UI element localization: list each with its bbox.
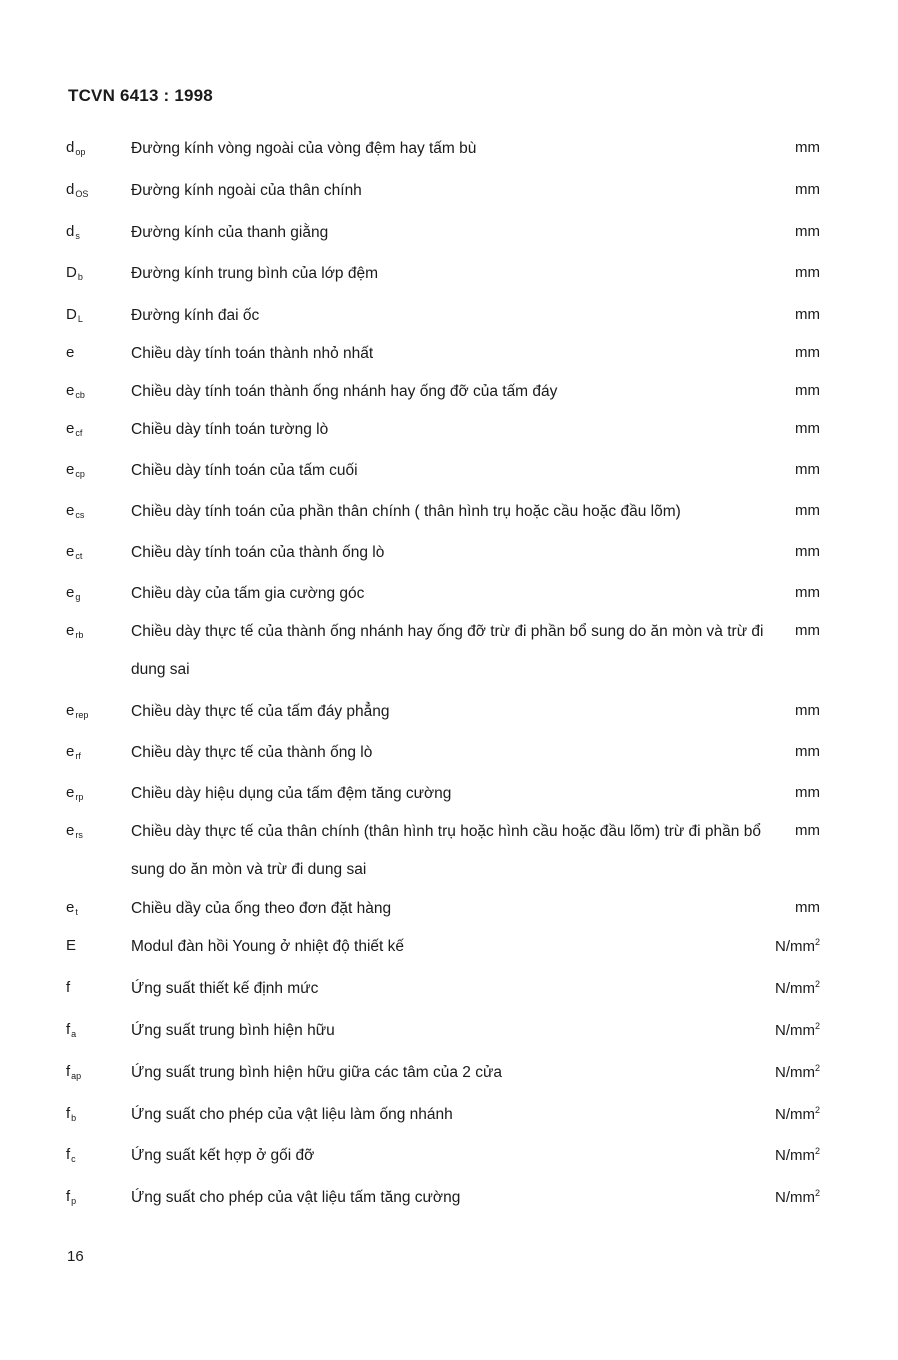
symbol <box>66 420 82 438</box>
unit-base: mm <box>795 461 820 478</box>
symbol <box>66 1188 76 1206</box>
symbol-subscript: OS <box>75 189 89 199</box>
symbol-subscript: cs <box>75 510 85 520</box>
symbol <box>66 937 76 954</box>
symbol-description: Chiều dày tính toán thành nhỏ nhất <box>131 345 374 362</box>
unit-superscript: 2 <box>814 1105 820 1115</box>
unit-base: mm <box>795 899 820 916</box>
symbol-subscript: ct <box>75 551 83 561</box>
symbol-row <box>0 935 898 959</box>
symbol-description: Đường kính của thanh giằng <box>131 224 329 241</box>
symbol-description: Chiều dày hiệu dụng của tấm đệm tăng cường <box>131 785 452 802</box>
symbol-subscript: cp <box>75 469 85 479</box>
symbol-base: e <box>66 543 75 560</box>
symbol-row <box>0 418 898 442</box>
symbol <box>66 822 83 840</box>
symbol-row <box>0 380 898 404</box>
symbol-subscript: rp <box>75 792 84 802</box>
symbol-unit <box>795 306 820 323</box>
symbol-row <box>0 262 898 286</box>
unit-base: mm <box>795 502 820 519</box>
unit-superscript: 2 <box>814 1063 820 1073</box>
symbol-description: Chiều dày thực tế của thân chính (thân hình trụ hoặc hình cầu hoặc đầu lõm) trừ đi phần bổ sung do ăn mòn và trừ đi dung sai <box>131 823 761 878</box>
unit-superscript: 2 <box>814 1146 820 1156</box>
symbol <box>66 1021 76 1039</box>
symbol-unit <box>775 979 820 997</box>
symbol-base: E <box>66 937 77 954</box>
symbol <box>66 584 80 602</box>
symbol <box>66 1146 76 1164</box>
unit-base: mm <box>795 306 820 323</box>
symbol <box>66 502 84 520</box>
symbol-unit <box>795 344 820 361</box>
symbol-base: e <box>66 702 75 719</box>
symbol-base: f <box>66 1188 71 1205</box>
symbol-row <box>0 500 898 524</box>
symbol-description: Chiều dày thực tế của tấm đáy phẳng <box>131 703 390 720</box>
symbol-base: e <box>66 344 75 361</box>
symbol <box>66 264 83 282</box>
symbol-subscript: a <box>71 1029 77 1039</box>
symbol-subscript: g <box>75 592 81 602</box>
symbol <box>66 784 83 802</box>
symbol-row <box>0 897 898 921</box>
symbol <box>66 181 88 199</box>
symbol <box>66 899 78 917</box>
page-number: 16 <box>67 1248 84 1265</box>
unit-superscript: 2 <box>814 979 820 989</box>
symbol-unit <box>795 543 820 560</box>
symbol-row <box>0 221 898 245</box>
symbol-row <box>0 977 898 1001</box>
symbol-base: d <box>66 181 75 198</box>
unit-base: N/mm <box>774 1106 815 1123</box>
symbol <box>66 461 85 479</box>
symbol <box>66 306 83 324</box>
symbol-subscript: t <box>75 907 78 917</box>
symbol-description: Chiều dày thực tế của thành ống lò <box>131 744 373 761</box>
symbol-description: Chiều dày tính toán của phần thân chính ( thân hình trụ hoặc cầu hoặc đầu lõm) <box>131 503 681 520</box>
symbol-row <box>0 1019 898 1043</box>
symbol-unit <box>795 181 820 198</box>
symbol-unit <box>795 264 820 281</box>
symbol-description: Chiều dầy của ống theo đơn đặt hàng <box>131 900 392 917</box>
symbol-row <box>0 342 898 366</box>
symbol-description: Đường kính đai ốc <box>131 307 260 324</box>
symbol-subscript: rb <box>75 630 84 640</box>
unit-superscript: 2 <box>814 937 820 947</box>
symbol <box>66 223 80 241</box>
symbol-subscript: op <box>75 147 86 157</box>
unit-base: mm <box>795 181 820 198</box>
symbol-base: e <box>66 784 75 801</box>
unit-base: mm <box>795 622 820 639</box>
unit-base: mm <box>795 784 820 801</box>
symbol-subscript: rep <box>75 710 89 720</box>
symbol-description: Đường kính vòng ngoài của vòng đệm hay tấm bù <box>131 140 477 157</box>
unit-base: mm <box>795 543 820 560</box>
unit-base: mm <box>795 702 820 719</box>
symbol-row <box>0 1144 898 1168</box>
symbol-row <box>0 1103 898 1127</box>
symbol-unit <box>795 702 820 719</box>
symbol-row <box>0 782 898 806</box>
symbol-row <box>0 1061 898 1085</box>
symbol <box>66 1063 81 1081</box>
document-header: TCVN 6413 : 1998 <box>68 86 213 105</box>
symbol-base: e <box>66 584 75 601</box>
symbol-description: Chiều dày thực tế của thành ống nhánh hay ống đỡ trừ đi phần bổ sung do ăn mòn và trừ đi dung sai <box>131 623 764 678</box>
symbol-base: e <box>66 822 75 839</box>
symbol-base: f <box>66 1105 71 1122</box>
symbol-subscript: p <box>71 1196 77 1206</box>
symbol-subscript: ap <box>71 1071 82 1081</box>
symbol <box>66 702 88 720</box>
symbol <box>66 543 82 561</box>
symbol-unit <box>795 502 820 519</box>
symbol-base: f <box>66 979 71 996</box>
symbol-unit <box>775 1188 820 1206</box>
unit-base: N/mm <box>774 1189 815 1206</box>
symbol-base: e <box>66 622 75 639</box>
symbol-unit <box>795 223 820 240</box>
symbol-subscript: cf <box>75 428 83 438</box>
symbol-base: d <box>66 223 75 240</box>
symbol-subscript: c <box>71 1154 76 1164</box>
symbol-description: Chiều dày tính toán thành ống nhánh hay ống đỡ của tấm đáy <box>131 383 558 400</box>
symbol-base: f <box>66 1146 71 1163</box>
symbol-unit <box>795 139 820 156</box>
symbol-description: Ứng suất cho phép của vật liệu tấm tăng cường <box>131 1189 461 1206</box>
symbol-unit <box>775 1063 820 1081</box>
unit-base: mm <box>795 382 820 399</box>
unit-base: N/mm <box>774 1022 815 1039</box>
symbol <box>66 1105 76 1123</box>
symbol-row <box>0 541 898 565</box>
symbol-subscript: L <box>77 314 83 324</box>
symbol-row <box>0 137 898 161</box>
symbol <box>66 979 70 996</box>
symbol-description: Ứng suất thiết kế định mức <box>131 980 319 997</box>
symbol-row <box>0 582 898 606</box>
unit-base: mm <box>795 344 820 361</box>
symbol-base: e <box>66 461 75 478</box>
symbol-base: D <box>66 264 77 281</box>
symbol-row <box>0 820 898 878</box>
unit-superscript: 2 <box>814 1021 820 1031</box>
unit-base: mm <box>795 223 820 240</box>
symbol-description: Modul đàn hồi Young ở nhiệt độ thiết kế <box>131 938 405 955</box>
symbol-unit <box>795 899 820 916</box>
symbol-row <box>0 700 898 724</box>
symbol-description: Đường kính trung bình của lớp đệm <box>131 265 378 282</box>
symbol <box>66 743 81 761</box>
symbol-base: e <box>66 382 75 399</box>
symbol-description: Chiều dày của tấm gia cường góc <box>131 585 365 602</box>
unit-base: N/mm <box>774 980 815 997</box>
unit-base: mm <box>795 743 820 760</box>
symbol-unit <box>795 461 820 478</box>
symbol-description: Chiều dày tính toán của thành ống lò <box>131 544 385 561</box>
symbol-subscript: rf <box>75 751 81 761</box>
symbol-base: e <box>66 899 75 916</box>
symbol-base: D <box>66 306 77 323</box>
symbol-base: e <box>66 420 75 437</box>
symbol-subscript: b <box>71 1113 77 1123</box>
symbol-unit <box>775 937 820 955</box>
unit-base: N/mm <box>774 1064 815 1081</box>
symbol-description: Chiều dày tính toán tường lò <box>131 421 329 438</box>
symbol-unit <box>775 1021 820 1039</box>
symbol-base: e <box>66 502 75 519</box>
symbol-base: f <box>66 1021 71 1038</box>
symbol-subscript: s <box>75 231 80 241</box>
unit-base: mm <box>795 822 820 839</box>
symbol-description: Ứng suất kết hợp ở gối đỡ <box>131 1147 315 1164</box>
symbol-description: Ứng suất trung bình hiện hữu <box>131 1022 335 1039</box>
symbol-description: Chiều dày tính toán của tấm cuối <box>131 462 358 479</box>
symbol-subscript: cb <box>75 390 85 400</box>
symbol-base: f <box>66 1063 71 1080</box>
symbol-unit <box>795 822 820 839</box>
symbol <box>66 622 83 640</box>
symbol-row <box>0 741 898 765</box>
symbol-description: Đường kính ngoài của thân chính <box>131 182 362 199</box>
symbol-unit <box>775 1105 820 1123</box>
symbol-row <box>0 1186 898 1210</box>
unit-base: mm <box>795 584 820 601</box>
symbol <box>66 139 85 157</box>
unit-base: mm <box>795 139 820 156</box>
symbol-unit <box>795 622 820 639</box>
symbol-subscript: b <box>77 272 83 282</box>
symbol-unit <box>795 784 820 801</box>
unit-base: mm <box>795 264 820 281</box>
symbol-row <box>0 179 898 203</box>
symbol-base: e <box>66 743 75 760</box>
symbol-subscript: rs <box>75 830 83 840</box>
symbol-unit <box>795 743 820 760</box>
symbol-row <box>0 620 898 678</box>
symbol-description: Ứng suất cho phép của vật liệu làm ống nhánh <box>131 1106 453 1123</box>
unit-superscript: 2 <box>814 1188 820 1198</box>
symbol-row <box>0 459 898 483</box>
symbol-unit <box>795 584 820 601</box>
symbol <box>66 344 74 361</box>
symbol-unit <box>795 420 820 437</box>
symbol-base: d <box>66 139 75 156</box>
unit-base: N/mm <box>774 1147 815 1164</box>
unit-base: mm <box>795 420 820 437</box>
symbol-row <box>0 304 898 328</box>
symbol-unit <box>795 382 820 399</box>
symbol-unit <box>775 1146 820 1164</box>
symbol <box>66 382 85 400</box>
symbol-description: Ứng suất trung bình hiện hữu giữa các tâm của 2 cửa <box>131 1064 502 1081</box>
unit-base: N/mm <box>774 938 815 955</box>
